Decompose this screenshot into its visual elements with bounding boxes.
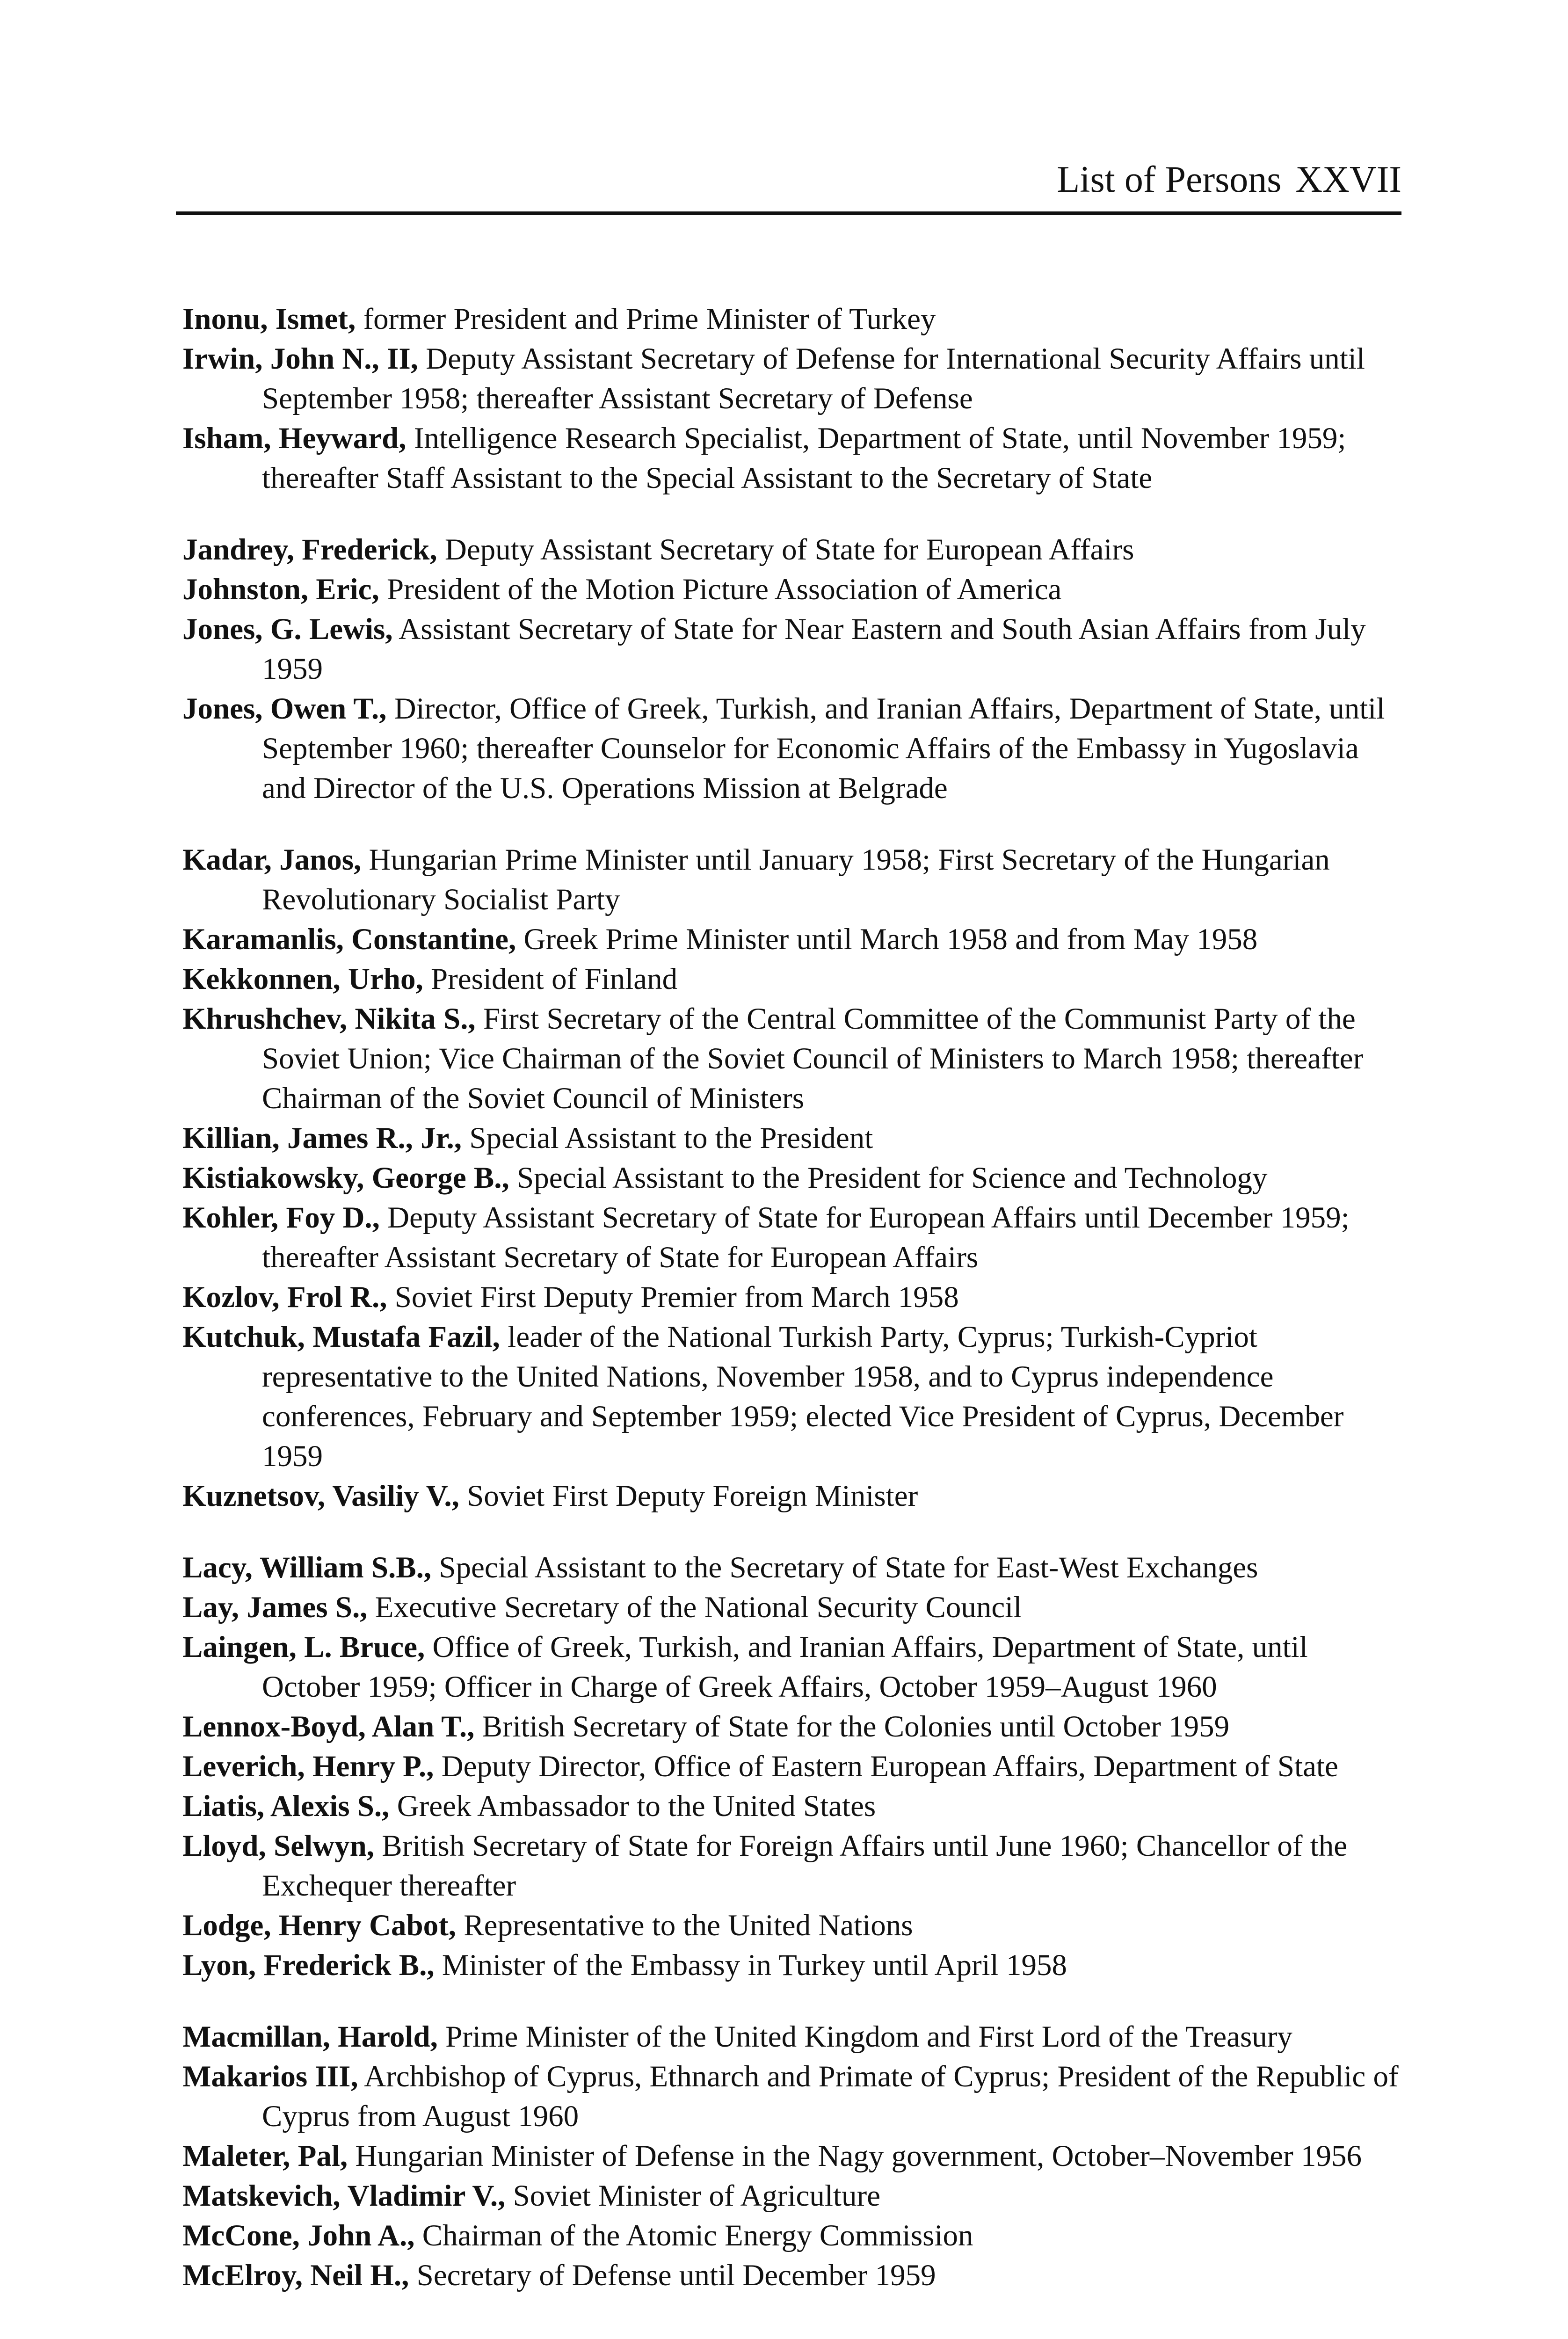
person-description: Hungarian Minister of Defense in the Nagy government, October–November 1956 xyxy=(348,2139,1362,2173)
person-entry xyxy=(182,999,1403,1119)
person-entry xyxy=(182,2216,1403,2256)
person-description: First Secretary of the Central Committee of the Communist Party of the Soviet Union; Vice Chairman of the Soviet Council of Ministers to March 1958; thereafter Chairman of the Soviet Council of Ministers xyxy=(262,1002,1364,1115)
letter-group-j xyxy=(182,530,1403,808)
person-description: Deputy Assistant Secretary of State for European Affairs until December 1959; thereafter Assistant Secretary of State for European Affairs xyxy=(262,1201,1350,1274)
person-description: leader of the National Turkish Party, Cyprus; Turkish-Cypriot representative to the United Nations, November 1958, and to Cyprus independence conferences, February and September 1959; elected Vice President of Cyprus, December 1959 xyxy=(262,1320,1344,1473)
person-description: Representative to the United Nations xyxy=(456,1909,913,1942)
person-description: Assistant Secretary of State for Near Eastern and South Asian Affairs from July 1959 xyxy=(262,612,1366,686)
person-description: Special Assistant to the President xyxy=(462,1121,873,1155)
person-entry xyxy=(182,1946,1403,1985)
person-description: Special Assistant to the Secretary of State for East-West Exchanges xyxy=(431,1551,1258,1584)
person-entry xyxy=(182,339,1403,419)
page-header xyxy=(176,154,1401,215)
person-description: Deputy Director, Office of Eastern European Affairs, Department of State xyxy=(434,1750,1338,1783)
person-name: Jones, G. Lewis, xyxy=(182,612,393,646)
person-entry xyxy=(182,2017,1403,2057)
person-entry xyxy=(182,2136,1403,2176)
person-entry xyxy=(182,1588,1403,1627)
letter-group-m xyxy=(182,2017,1403,2295)
person-name: Isham, Heyward, xyxy=(182,421,407,455)
person-name: Macmillan, Harold, xyxy=(182,2020,438,2054)
person-description: Archbishop of Cyprus, Ethnarch and Primate of Cyprus; President of the Republic of Cyprus from August 1960 xyxy=(262,2060,1399,2133)
person-description: Deputy Assistant Secretary of Defense for International Security Affairs until September 1958; thereafter Assistant Secretary of Defense xyxy=(262,342,1365,415)
running-head-title: List of Persons xyxy=(1057,159,1282,200)
person-description: Office of Greek, Turkish, and Iranian Affairs, Department of State, until October 1959; Officer in Charge of Greek Affairs, October 1959–August 1960 xyxy=(262,1630,1308,1704)
person-entry xyxy=(182,570,1403,610)
person-name: Lay, James S., xyxy=(182,1591,368,1624)
person-description: President of Finland xyxy=(423,962,678,996)
person-description: Prime Minister of the United Kingdom and First Lord of the Treasury xyxy=(437,2020,1292,2054)
person-entry xyxy=(182,1158,1403,1198)
person-name: Irwin, John N., II, xyxy=(182,342,418,376)
person-name: Jones, Owen T., xyxy=(182,692,387,726)
person-name: Lyon, Frederick B., xyxy=(182,1948,435,1982)
letter-group-k xyxy=(182,840,1403,1516)
person-entry xyxy=(182,299,1403,339)
person-description: Hungarian Prime Minister until January 1958; First Secretary of the Hungarian Revolutionary Socialist Party xyxy=(262,843,1330,916)
person-name: Lodge, Henry Cabot, xyxy=(182,1909,456,1942)
person-description: British Secretary of State for the Colonies until October 1959 xyxy=(474,1710,1230,1743)
person-description: Greek Prime Minister until March 1958 and from May 1958 xyxy=(516,923,1258,956)
person-name: Kadar, Janos, xyxy=(182,843,362,877)
person-description: Intelligence Research Specialist, Department of State, until November 1959; thereafter Staff Assistant to the Special Assistant to the Secretary of State xyxy=(262,421,1346,495)
person-description: former President and Prime Minister of Turkey xyxy=(356,302,936,336)
person-description: Soviet First Deputy Premier from March 1958 xyxy=(387,1280,959,1314)
person-name: Kozlov, Frol R., xyxy=(182,1280,387,1314)
person-entry xyxy=(182,1826,1403,1906)
person-name: Lennox-Boyd, Alan T., xyxy=(182,1710,475,1743)
person-name: Kekkonnen, Urho, xyxy=(182,962,423,996)
person-name: Khrushchev, Nikita S., xyxy=(182,1002,476,1036)
person-description: Greek Ambassador to the United States xyxy=(389,1789,876,1823)
person-name: Matskevich, Vladimir V., xyxy=(182,2179,506,2213)
person-name: Laingen, L. Bruce, xyxy=(182,1630,425,1664)
person-description: Soviet Minister of Agriculture xyxy=(505,2179,880,2213)
person-name: Kuznetsov, Vasiliy V., xyxy=(182,1479,459,1513)
person-name: Inonu, Ismet, xyxy=(182,302,356,336)
persons-list xyxy=(182,299,1403,2295)
person-description: Special Assistant to the President for Science and Technology xyxy=(509,1161,1268,1195)
person-entry xyxy=(182,1747,1403,1787)
person-description: Secretary of Defense until December 1959 xyxy=(409,2259,936,2292)
person-description: President of the Motion Picture Association of America xyxy=(379,573,1062,606)
person-description: Executive Secretary of the National Security Council xyxy=(367,1591,1022,1624)
person-name: Maleter, Pal, xyxy=(182,2139,348,2173)
person-entry xyxy=(182,959,1403,999)
letter-group-l xyxy=(182,1548,1403,1985)
person-entry xyxy=(182,2057,1403,2136)
person-entry xyxy=(182,1707,1403,1747)
person-entry xyxy=(182,1119,1403,1158)
person-entry xyxy=(182,920,1403,959)
person-entry xyxy=(182,2256,1403,2295)
letter-group-i xyxy=(182,299,1403,498)
person-entry xyxy=(182,1317,1403,1476)
person-name: Kutchuk, Mustafa Fazil, xyxy=(182,1320,500,1354)
person-entry xyxy=(182,1787,1403,1826)
person-name: McCone, John A., xyxy=(182,2219,415,2252)
person-entry xyxy=(182,1198,1403,1278)
person-description: Soviet First Deputy Foreign Minister xyxy=(459,1479,918,1513)
page-number: XXVII xyxy=(1295,159,1401,200)
person-entry xyxy=(182,1548,1403,1588)
person-description: Minister of the Embassy in Turkey until April 1958 xyxy=(434,1948,1067,1982)
person-entry xyxy=(182,1476,1403,1516)
person-entry xyxy=(182,689,1403,808)
person-entry xyxy=(182,1906,1403,1946)
person-name: Liatis, Alexis S., xyxy=(182,1789,390,1823)
person-name: Lacy, William S.B., xyxy=(182,1551,432,1584)
person-name: Kistiakowsky, George B., xyxy=(182,1161,509,1195)
person-name: Leverich, Henry P., xyxy=(182,1750,434,1783)
person-entry xyxy=(182,419,1403,498)
person-entry xyxy=(182,1278,1403,1317)
person-description: Chairman of the Atomic Energy Commission xyxy=(414,2219,973,2252)
running-head xyxy=(1057,161,1401,198)
person-entry xyxy=(182,530,1403,570)
person-description: British Secretary of State for Foreign Affairs until June 1960; Chancellor of the Exchequer thereafter xyxy=(262,1829,1348,1903)
person-name: Karamanlis, Constantine, xyxy=(182,923,516,956)
person-name: Makarios III, xyxy=(182,2060,358,2093)
person-name: Killian, James R., Jr., xyxy=(182,1121,462,1155)
header-rule xyxy=(176,211,1401,215)
person-name: McElroy, Neil H., xyxy=(182,2259,409,2292)
person-entry xyxy=(182,1627,1403,1707)
person-entry xyxy=(182,610,1403,689)
person-entry xyxy=(182,840,1403,920)
person-name: Johnston, Eric, xyxy=(182,573,379,606)
person-name: Kohler, Foy D., xyxy=(182,1201,380,1235)
person-description: Director, Office of Greek, Turkish, and Iranian Affairs, Department of State, until September 1960; thereafter Counselor for Economic Affairs of the Embassy in Yugoslavia and Director of the U.S. Operations Mission at Belgrade xyxy=(262,692,1385,805)
person-name: Jandrey, Frederick, xyxy=(182,533,437,567)
person-name: Lloyd, Selwyn, xyxy=(182,1829,374,1863)
person-entry xyxy=(182,2176,1403,2216)
person-description: Deputy Assistant Secretary of State for European Affairs xyxy=(437,533,1134,567)
